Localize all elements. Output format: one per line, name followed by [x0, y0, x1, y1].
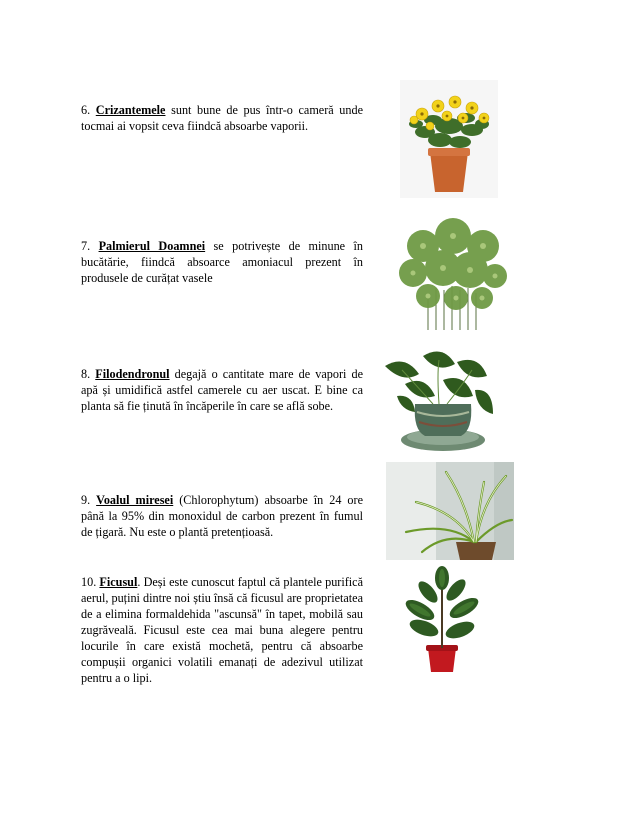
- entry-text: (Chlorophytum) absoarbe în 24 ore până la 95% din monoxidul de carbon prezent în fumul de țigară. Nu este o plantă pretențioasă.: [81, 493, 363, 539]
- entry-8: [81, 366, 363, 414]
- plant-name: Ficusul: [99, 575, 138, 589]
- plant-name: Crizantemele: [95, 103, 166, 117]
- entry-text: sunt bune de pus într-o cameră unde tocmai ai vopsit ceva fiindcă absoarbe vaporii.: [81, 103, 363, 133]
- chrysanthemum-pot-icon: [400, 80, 498, 198]
- plant-name: Voalul miresei: [96, 493, 174, 507]
- entry-7: [81, 238, 363, 286]
- ficus-pot-icon: [398, 566, 486, 674]
- spider-plant-icon: [386, 462, 514, 560]
- entry-text: degajă o cantitate mare de vapori de apă și umidifică astfel camerele cu aer uscat. E bine ca planta să fie ținută în încăperile în care se află sobe.: [81, 367, 364, 413]
- lady-palm-icon: [398, 218, 508, 332]
- entry-number: 8.: [81, 367, 91, 381]
- entry-number: 10.: [81, 575, 97, 589]
- entry-6: [81, 102, 363, 134]
- entry-10: [81, 574, 363, 686]
- plant-name: Filodendronul: [95, 367, 170, 381]
- entry-number: 6.: [81, 103, 91, 117]
- entry-text: se potrivește de minune în bucătărie, fiindcă absoarce amoniacul prezent în produsele de curățat vasele: [81, 239, 363, 285]
- philodendron-pot-icon: [375, 344, 500, 459]
- entry-text: . Deși este cunoscut faptul că plantele purifică aerul, puțini dintre noi știu însă că ficusul are proprietatea de a elimina formaldehida "ascunsă" în tapet, mobilă sau zugrăveală. Ficusul este cea mai buna alegere pentru locurile în care există mochetă, pentru că absoarbe compușii organici volatili emanați de adezivul utilizat pentru a o lipi.: [81, 575, 364, 685]
- plant-name: Palmierul Doamnei: [98, 239, 206, 253]
- entry-9: [81, 492, 363, 540]
- entry-number: 9.: [81, 493, 91, 507]
- entry-number: 7.: [81, 239, 91, 253]
